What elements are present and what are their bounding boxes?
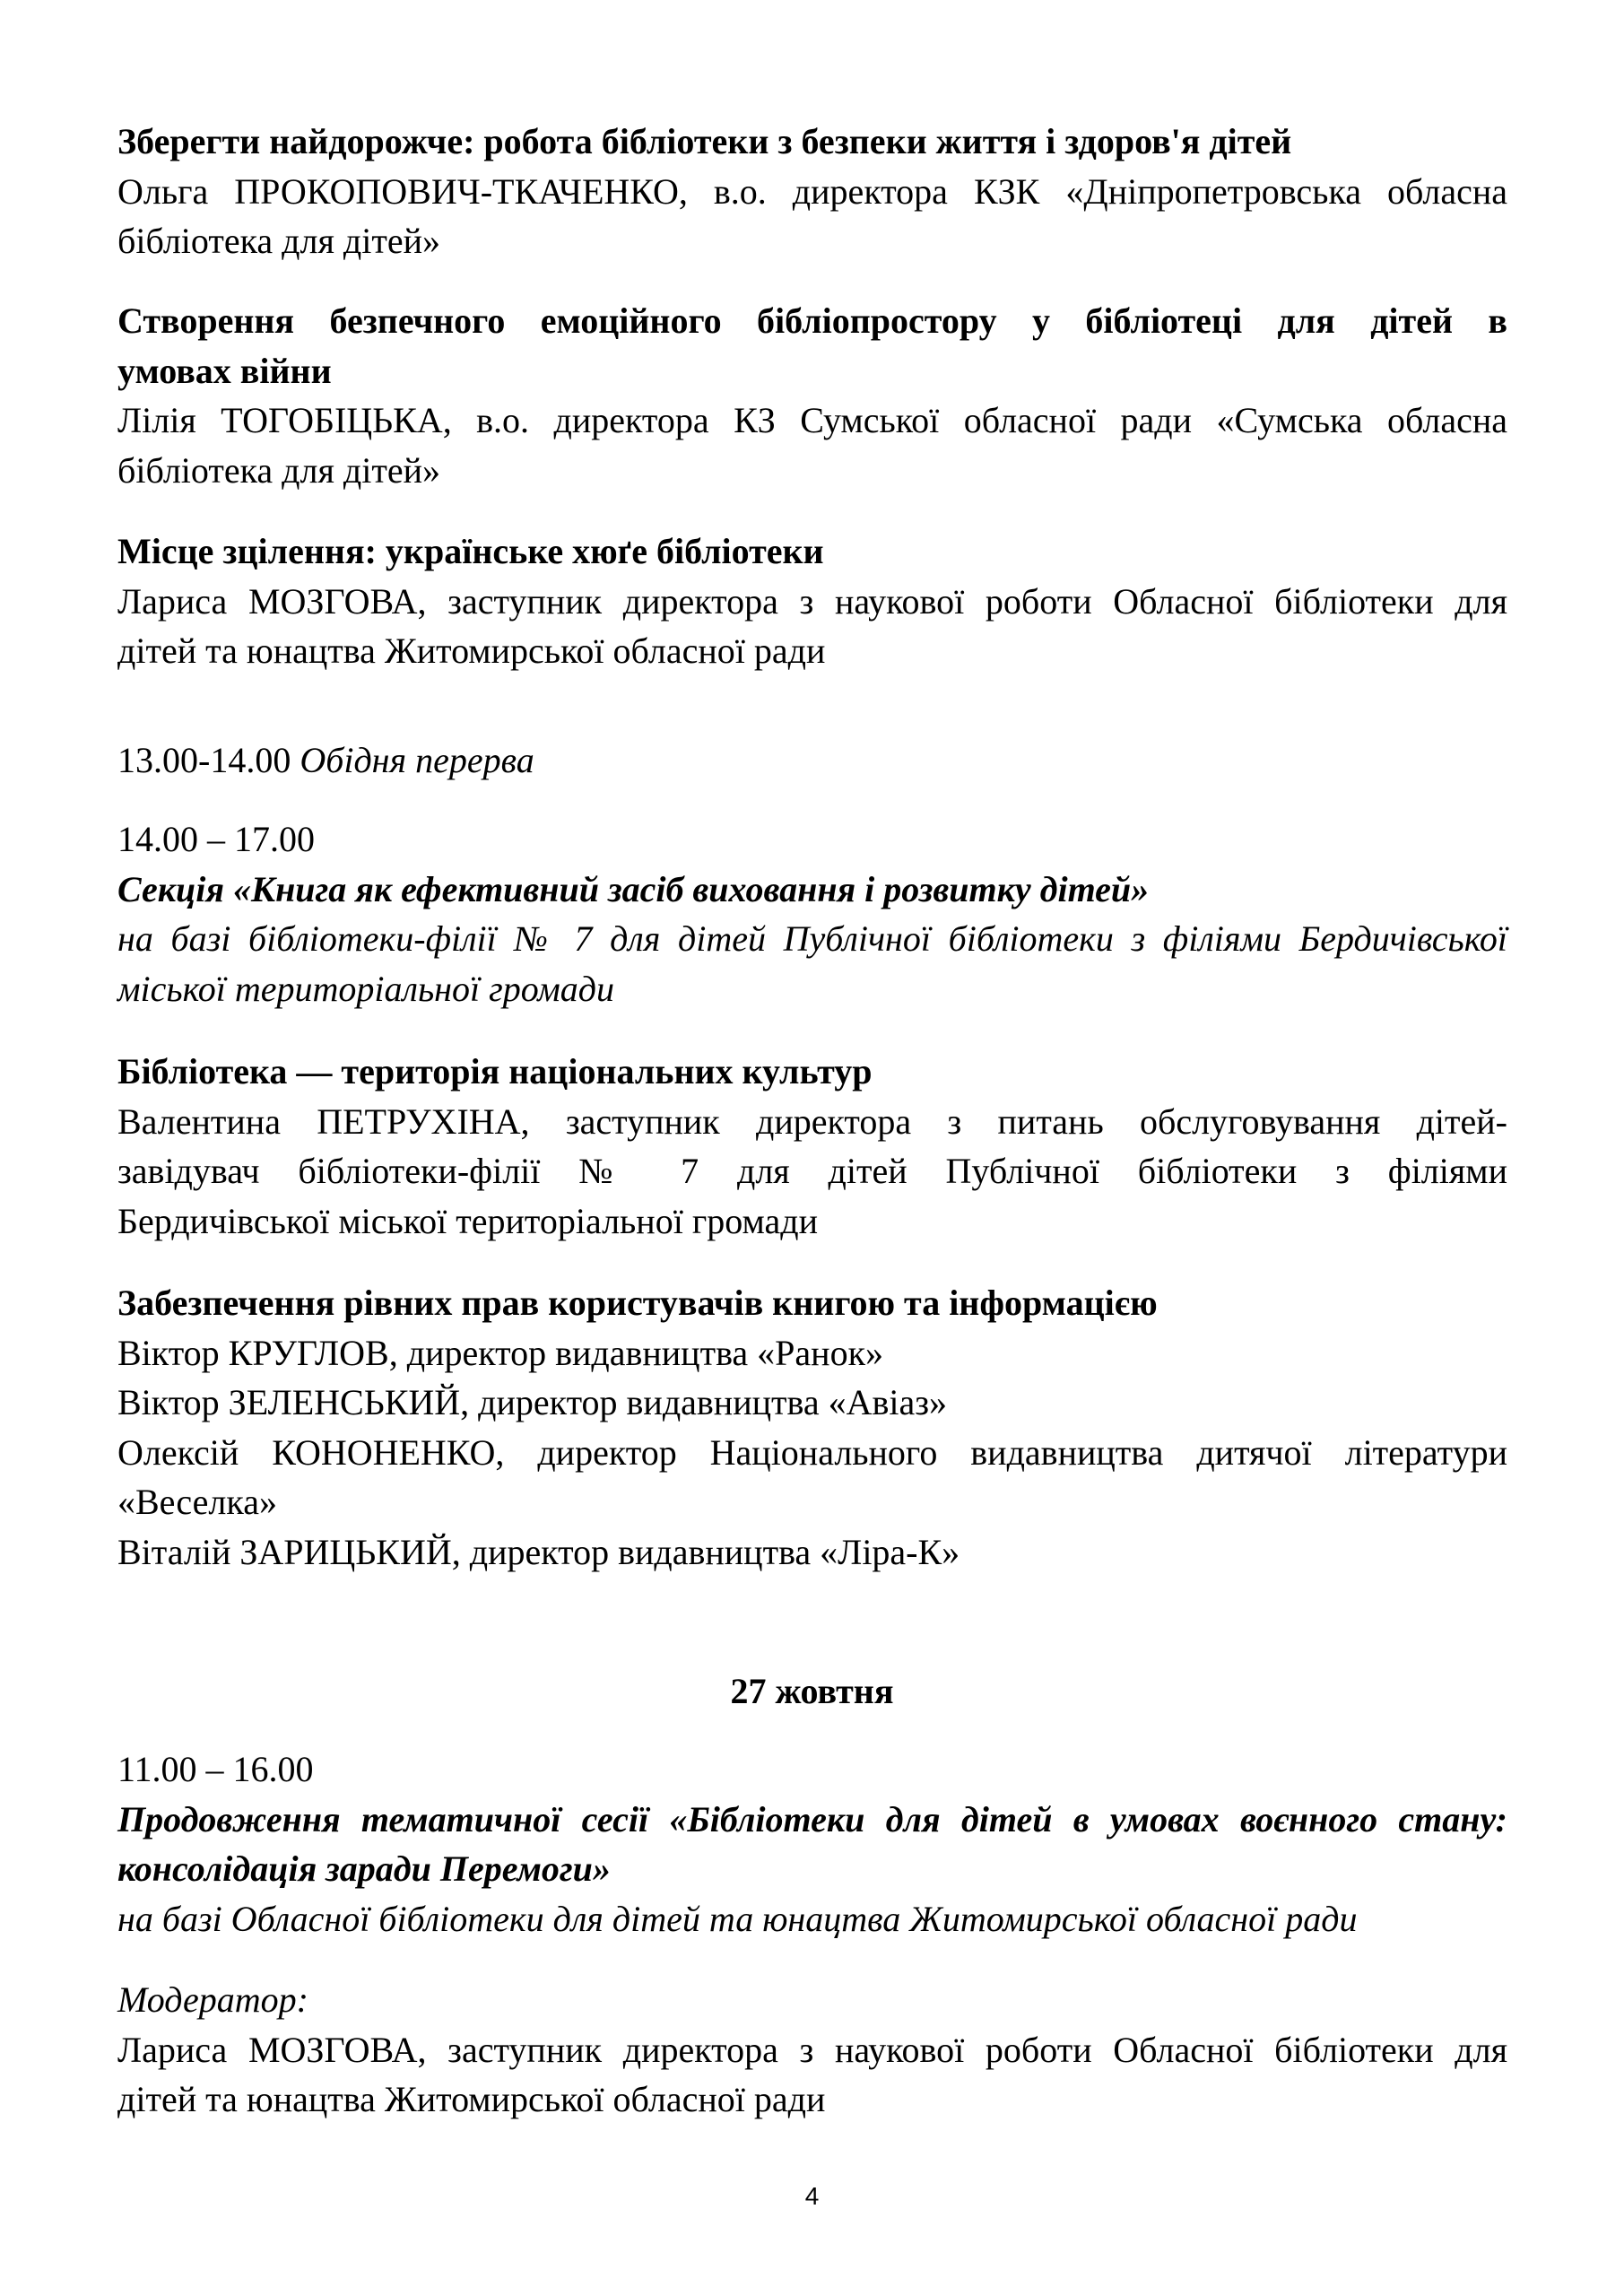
- talk-title: Зберегти найдорожче: робота бібліотеки з безпеки життя і здоров'я дітей: [117, 121, 1292, 161]
- lunch-break: [117, 735, 1507, 786]
- day-heading: 27 жовтня: [730, 1671, 894, 1711]
- talk-1: [117, 117, 1507, 266]
- moderator-label: Модератор:: [117, 1979, 308, 2020]
- talk-3: [117, 526, 1507, 676]
- talk-speaker: [117, 396, 1507, 495]
- session-title: [117, 1795, 1507, 1894]
- session-venue: на базі Обласної бібліотеки для дітей та юнацтва Житомирської обласної ради: [117, 1898, 1358, 1939]
- speaker-line: Ольга ПРОКОПОВИЧ-ТКАЧЕНКО, в.о. директора КЗК «Дніпропетровська обласна: [117, 170, 1507, 212]
- speaker-line: «Веселка»: [117, 1482, 277, 1522]
- venue-line: міської територіальної громади: [117, 968, 614, 1009]
- section-title: Секція «Книга як ефективний засіб виховання і розвитку дітей»: [117, 868, 1150, 909]
- speaker: Віталій ЗАРИЦЬКИЙ, директор видавництва «Ліра-К»: [117, 1531, 960, 1572]
- speaker-line: завідувач бібліотеки-філії № 7 для дітей Публічної бібліотеки з філіями: [117, 1151, 1507, 1191]
- talk-speaker: [117, 167, 1507, 266]
- section-time: 14.00 – 17.00: [117, 819, 315, 859]
- speaker: Віктор ЗЕЛЕНСЬКИЙ, директор видавництва «Авіаз»: [117, 1382, 948, 1422]
- venue-line: на базі бібліотеки-філії № 7 для дітей Публічної бібліотеки з філіями Бердичівської: [117, 918, 1507, 959]
- talk-speaker: [117, 577, 1507, 676]
- speaker: Віктор КРУГЛОВ, директор видавництва «Ранок»: [117, 1332, 884, 1373]
- title-line: Створення безпечного емоційного бібліопростору у бібліотеці для дітей в: [117, 300, 1507, 341]
- moderator-line: дітей та юнацтва Житомирської обласної ради: [117, 2079, 826, 2119]
- section-venue: [117, 914, 1507, 1013]
- title-line: Продовження тематичної сесії «Бібліотеки для дітей в умовах воєнного стану:: [117, 1798, 1507, 1839]
- speaker-line: Бердичівської міської територіальної громади: [117, 1200, 819, 1241]
- moderator: [117, 1975, 1507, 2125]
- speaker-line: Валентина ПЕТРУХІНА, заступник директора з питань обслуговування дітей-: [117, 1100, 1507, 1142]
- speaker-line: бібліотека для дітей»: [117, 449, 440, 491]
- title-line: умовах війни: [117, 350, 332, 391]
- talk-2: [117, 296, 1507, 495]
- moderator-line: Лариса МОЗГОВА, заступник директора з наукової роботи Обласної бібліотеки для: [117, 2029, 1507, 2070]
- session-time: 11.00 – 16.00: [117, 1749, 314, 1789]
- speaker-line: Олексій КОНОНЕНКО, директор Національного видавництва дитячої літератури: [117, 1431, 1507, 1473]
- page-number: 4: [804, 2182, 820, 2210]
- speaker: [117, 1428, 1507, 1527]
- talk-title: [117, 296, 1507, 396]
- section: [117, 814, 1507, 1013]
- talk-speaker: [117, 1097, 1507, 1247]
- speaker-line: бібліотека для дітей»: [117, 221, 440, 261]
- talk-title: Місце зцілення: українське хюґе бібліотеки: [117, 531, 824, 571]
- talk-title: Бібліотека — територія національних культур: [117, 1051, 873, 1091]
- lunch-time: 13.00-14.00: [117, 740, 291, 780]
- speaker-line: Лариса МОЗГОВА, заступник директора з наукової роботи Обласної бібліотеки для: [117, 580, 1507, 622]
- talk-title: Забезпечення рівних прав користувачів книгою та інформацією: [117, 1283, 1158, 1323]
- speaker-line: дітей та юнацтва Житомирської обласної ради: [117, 631, 826, 671]
- moderator-name: [117, 2025, 1507, 2125]
- section-talk-2: [117, 1278, 1507, 1577]
- day2-session: [117, 1744, 1507, 1944]
- speaker-line: Лілія ТОГОБІЦЬКА, в.о. директора КЗ Сумської обласної ради «Сумська обласна: [117, 400, 1507, 440]
- section-talk-1: [117, 1047, 1507, 1246]
- lunch-label: Обідня перерва: [300, 740, 534, 780]
- title-line: консолідація заради Перемоги»: [117, 1848, 611, 1889]
